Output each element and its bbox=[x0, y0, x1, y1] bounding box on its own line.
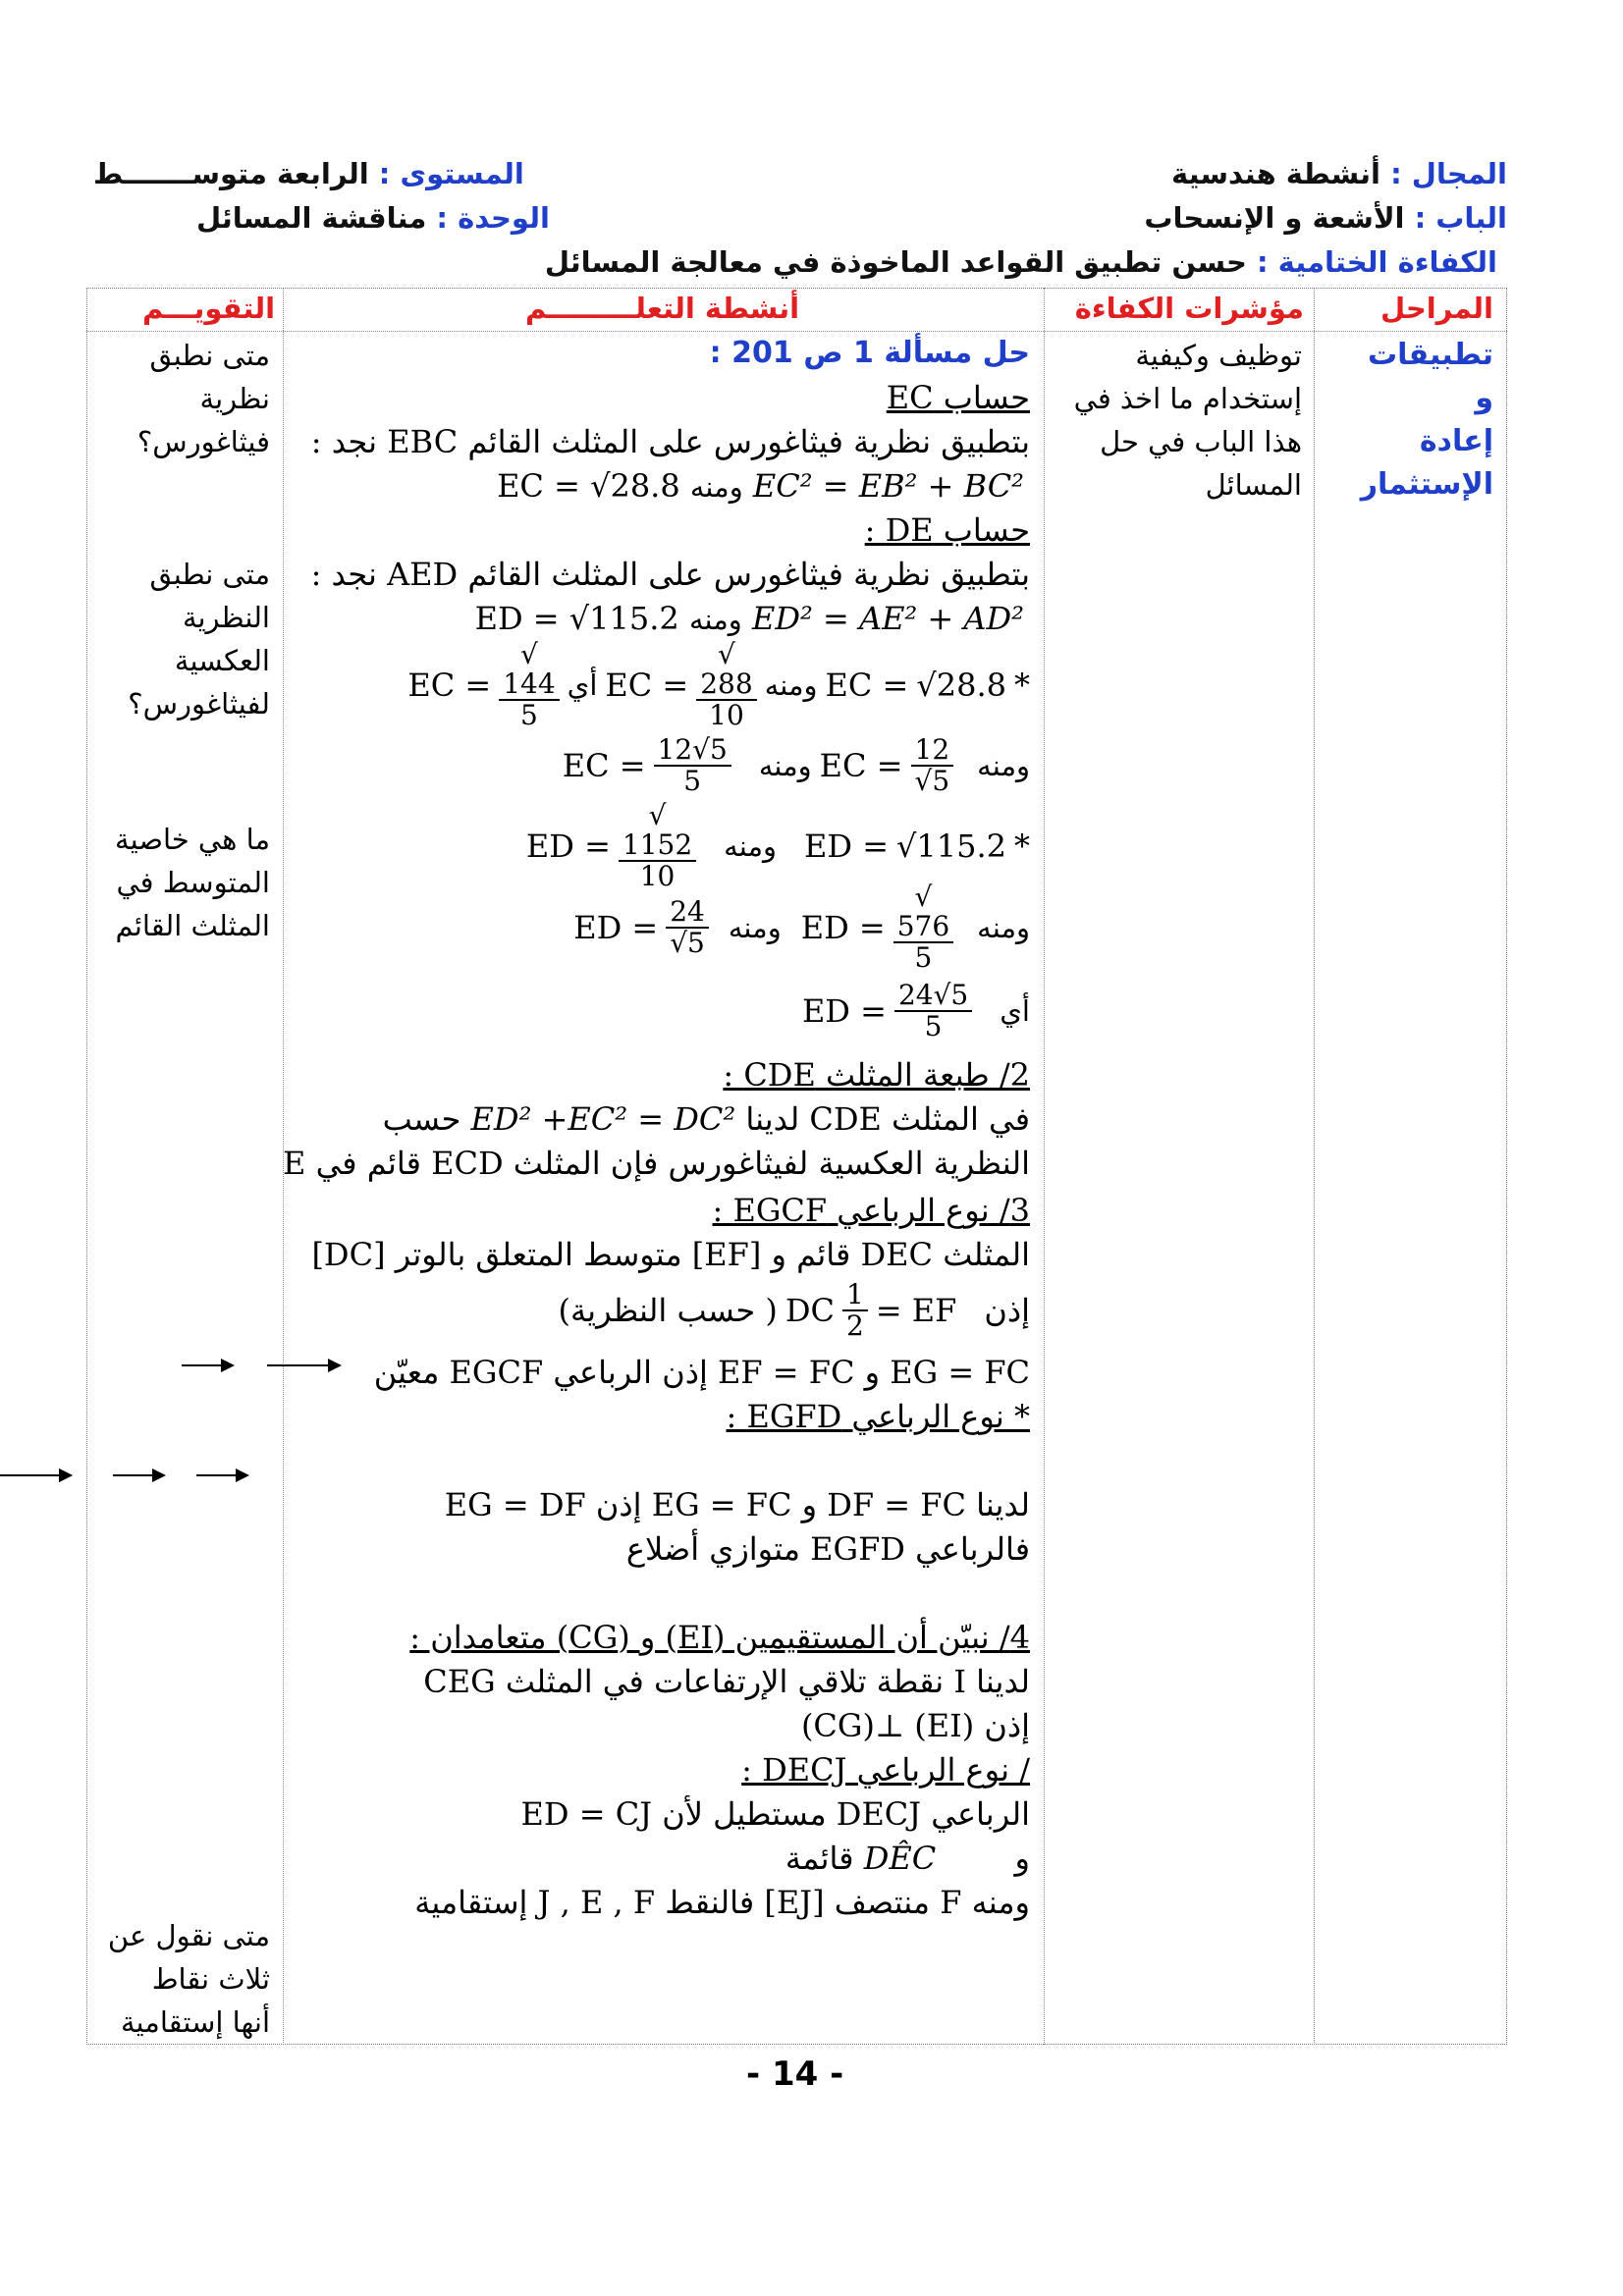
fraction bbox=[894, 981, 972, 1041]
eval-line: متى نقول عن bbox=[107, 1919, 270, 1952]
math-text: √28.8 bbox=[916, 667, 1006, 704]
competence-line bbox=[545, 245, 1497, 279]
denominator: √5 bbox=[670, 927, 705, 959]
eval-line: لفيثاغورس؟ bbox=[128, 687, 270, 721]
and-word: ومنه bbox=[758, 749, 812, 782]
eval-line: النظرية bbox=[182, 601, 270, 634]
ec-formula-line bbox=[497, 466, 1024, 507]
eval-line: متى نطبق bbox=[149, 339, 270, 372]
math-text: EF = bbox=[875, 1292, 957, 1329]
problem-title: حل مسألة 1 ص 201 : bbox=[709, 336, 1030, 370]
math-text: ED = bbox=[801, 992, 887, 1030]
header-divider bbox=[86, 331, 1507, 332]
column-divider bbox=[1314, 288, 1315, 2045]
and-word: ومنه bbox=[728, 911, 782, 944]
q4-line-1: لدينا I نقطة تلاقي الإرتفاعات في المثلث CEG bbox=[423, 1663, 1030, 1700]
numerator: 576 bbox=[893, 912, 953, 943]
evaluation-question-1 bbox=[93, 334, 270, 463]
eval-line: المثلث القائم bbox=[115, 909, 270, 942]
q5-line-1: الرباعي DECJ مستطيل لأن ED = CJ bbox=[520, 1795, 1030, 1833]
evaluation-question-3 bbox=[93, 818, 270, 947]
phase-line: إعادة bbox=[1419, 424, 1493, 458]
denominator: 5 bbox=[520, 699, 538, 731]
idhan-word: إذن bbox=[984, 1292, 1030, 1329]
numerator: 12 bbox=[911, 735, 954, 767]
math-text: DC bbox=[784, 1292, 835, 1329]
q4-line-2: إذن (EI) ⊥(CG) bbox=[800, 1707, 1030, 1744]
q2-heading: 2/ طبعة المثلث CDE : bbox=[723, 1056, 1030, 1094]
q2-formula: ED² +EC² = DC² bbox=[470, 1100, 736, 1138]
domain-label: المجال : bbox=[1390, 157, 1507, 190]
numerator: 24 bbox=[666, 897, 709, 929]
ed-calc-1 bbox=[525, 799, 1030, 892]
level-label: المستوى : bbox=[378, 157, 524, 190]
and-word: ومنه bbox=[689, 470, 743, 504]
star: * bbox=[1014, 828, 1030, 865]
numerator: 144 bbox=[499, 669, 559, 701]
and-word: ومنه bbox=[977, 749, 1030, 782]
and-word: ومنه bbox=[688, 603, 742, 636]
math-text: ED = bbox=[573, 909, 659, 946]
denominator: √5 bbox=[914, 765, 950, 797]
math-text: EC = bbox=[407, 667, 492, 704]
theorem-note: ( حسب النظرية) bbox=[558, 1292, 778, 1329]
star: * bbox=[1014, 667, 1030, 704]
angle-dec: DÊC bbox=[863, 1840, 937, 1877]
denominator: 5 bbox=[924, 1010, 943, 1042]
de-formula-b: ED = √115.2 bbox=[474, 600, 679, 637]
chapter-label: الباب : bbox=[1414, 201, 1507, 235]
fraction: √ 576 5 bbox=[893, 882, 953, 973]
eval-line: فيثاغورس؟ bbox=[136, 425, 270, 458]
numerator: 24√5 bbox=[894, 981, 972, 1012]
ec-calc-1 bbox=[407, 638, 1030, 731]
domain-value: أنشطة هندسية bbox=[1171, 157, 1380, 190]
fraction bbox=[911, 735, 954, 796]
fraction bbox=[654, 735, 731, 796]
denominator: 5 bbox=[683, 765, 702, 797]
ay-word: أي bbox=[1000, 994, 1030, 1028]
math-text: EC = bbox=[605, 667, 689, 704]
arrow-icon bbox=[113, 1474, 162, 1476]
indicator-line: إستخدام ما اخذ في bbox=[1073, 382, 1302, 415]
denominator: 2 bbox=[845, 1309, 864, 1342]
math-text: EC = bbox=[562, 747, 646, 784]
q3-line-3: EG = FC و EF = FC إذن الرباعي EGCF معيّن bbox=[373, 1354, 1030, 1391]
competence-value: حسن تطبيق القواعد الماخوذة في معالجة المسائل bbox=[544, 245, 1247, 279]
de-text: بتطبيق نظرية فيثاغورس على المثلث القائم AED نجد : bbox=[310, 556, 1030, 593]
phase-cell bbox=[1356, 334, 1493, 507]
eval-line: ما هي خاصية bbox=[115, 823, 270, 856]
q5-line-2 bbox=[785, 1839, 1030, 1878]
column-divider bbox=[1044, 288, 1045, 2045]
denominator: 5 bbox=[914, 941, 933, 974]
math-text: √115.2 bbox=[896, 828, 1006, 865]
fraction: √ 1152 10 bbox=[619, 801, 696, 891]
phase-line: تطبيقات و bbox=[1368, 338, 1493, 415]
q3b-line-2: فالرباعي EGFD متوازي أضلاع bbox=[625, 1530, 1030, 1568]
page-number: - 14 - bbox=[746, 2055, 844, 2094]
unit-value: مناقشة المسائل bbox=[196, 201, 427, 235]
eval-line: نظرية bbox=[199, 382, 270, 415]
eval-line: ثلاث نقاط bbox=[151, 1962, 270, 1996]
math-text: ED = bbox=[525, 828, 611, 865]
q2-text: في المثلث CDE لدينا bbox=[745, 1100, 1030, 1138]
level-value: الرابعة متوســـــــط bbox=[93, 157, 369, 190]
fraction bbox=[666, 897, 709, 958]
numerator: 1 bbox=[842, 1280, 868, 1311]
math-text: EC = bbox=[825, 667, 909, 704]
q2-line-2: النظرية العكسية لفيثاغورس فإن المثلث ECD قائم في E bbox=[283, 1145, 1030, 1182]
evaluation-question-4 bbox=[93, 1914, 270, 2044]
domain-line bbox=[1171, 157, 1507, 190]
chapter-value: الأشعة و الإنسحاب bbox=[1144, 201, 1405, 235]
chapter-line bbox=[1144, 201, 1507, 235]
q3-heading: 3/ نوع الرباعي EGCF : bbox=[712, 1192, 1030, 1229]
competence-label: الكفاءة الختامية : bbox=[1256, 245, 1497, 279]
and-word: ومنه bbox=[977, 911, 1030, 944]
col-evaluation: التقويـــم bbox=[142, 292, 276, 325]
arrow-icon bbox=[39, 1474, 69, 1476]
eval-line: متى نطبق bbox=[149, 558, 270, 591]
q2-line-1 bbox=[383, 1099, 1030, 1139]
unit-label: الوحدة : bbox=[436, 201, 550, 235]
indicator-line: توظيف وكيفية bbox=[1135, 339, 1302, 372]
indicator-line: المسائل bbox=[1205, 468, 1302, 502]
q3-line-1: المثلث DEC قائم و [EF] متوسط المتعلق بالوتر [DC] bbox=[311, 1236, 1030, 1273]
eval-line: العكسية bbox=[174, 644, 270, 677]
q4-heading: 4/ نبيّن أن المستقيمين (EI) و (CG) متعامدان : bbox=[409, 1619, 1030, 1656]
ec-formula-a: EC² = EB² + BC² bbox=[752, 467, 1024, 505]
q3b-heading: * نوع الرباعي EGFD : bbox=[726, 1398, 1030, 1435]
q3b-line-1: لدينا DF = FC و EG = FC إذن EG = DF bbox=[444, 1486, 1030, 1523]
de-formula-line bbox=[475, 599, 1024, 639]
de-heading: حساب DE : bbox=[864, 511, 1030, 549]
numerator: 12√5 bbox=[654, 735, 731, 767]
wa-word: و bbox=[1014, 1840, 1030, 1877]
eval-line: المتوسط في bbox=[116, 866, 270, 899]
level-line bbox=[93, 157, 524, 190]
arrow-icon bbox=[196, 1474, 245, 1476]
fraction bbox=[842, 1280, 868, 1341]
indicator-line: هذا الباب في حل bbox=[1100, 425, 1302, 458]
arrow-icon bbox=[267, 1364, 338, 1366]
numerator: 1152 bbox=[619, 830, 696, 862]
evaluation-question-2 bbox=[93, 553, 270, 725]
q5-line-3: ومنه F منتصف [EJ] فالنقط J , E , F إستقامية bbox=[414, 1884, 1030, 1921]
q3-line-2 bbox=[559, 1276, 1030, 1345]
ec-formula-b: EC = √28.8 bbox=[497, 467, 680, 505]
ec-text: بتطبيق نظرية فيثاغورس على المثلث القائم EBC نجد : bbox=[310, 423, 1030, 460]
ay-word: أي bbox=[567, 668, 598, 702]
col-activities: أنشطة التعلـــــــــم bbox=[525, 292, 800, 325]
eval-line: أنها إستقامية bbox=[121, 2005, 270, 2039]
ed-calc-3 bbox=[802, 972, 1030, 1050]
col-indicators: مؤشرات الكفاءة bbox=[1074, 292, 1304, 325]
de-formula-a: ED² = AE² + AD² bbox=[751, 600, 1024, 637]
ec-heading: حساب EC bbox=[886, 379, 1030, 416]
denominator: 10 bbox=[639, 860, 676, 892]
fraction: √ 288 10 bbox=[696, 640, 756, 730]
math-text: ED = bbox=[804, 828, 889, 865]
and-word: ومنه bbox=[764, 668, 818, 702]
fraction: √ 144 5 bbox=[499, 640, 559, 730]
unit-line bbox=[196, 201, 550, 235]
phase-line: الإستثمار bbox=[1360, 467, 1493, 502]
q5-heading: / نوع الرباعي DECJ : bbox=[741, 1751, 1030, 1789]
numerator: 288 bbox=[696, 669, 756, 701]
indicator-cell bbox=[1066, 334, 1302, 507]
q2-end: حسب bbox=[382, 1100, 461, 1138]
math-text: EC = bbox=[819, 747, 903, 784]
and-word: ومنه bbox=[724, 829, 777, 863]
math-text: ED = bbox=[800, 909, 886, 946]
arrow-icon bbox=[182, 1364, 231, 1366]
right-angle-word: قائمة bbox=[784, 1840, 854, 1877]
col-phases: المراحل bbox=[1380, 292, 1493, 325]
ed-calc-2 bbox=[573, 881, 1030, 974]
ec-calc-2 bbox=[563, 726, 1030, 805]
denominator: 10 bbox=[709, 699, 744, 731]
